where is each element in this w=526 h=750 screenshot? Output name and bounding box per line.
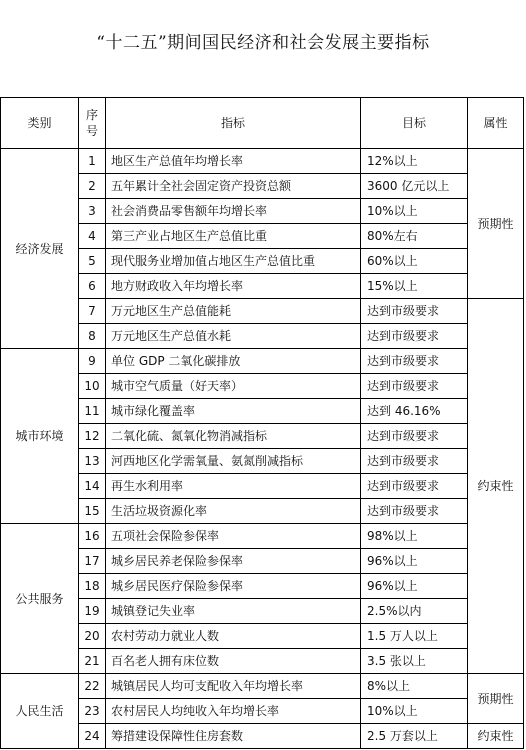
attribute-cell: 预期性	[468, 674, 524, 724]
indicator-cell: 万元地区生产总值能耗	[106, 299, 361, 324]
row-number: 2	[79, 174, 106, 199]
indicator-cell: 筹措建设保障性住房套数	[106, 724, 361, 749]
target-cell: 达到市级要求	[361, 449, 468, 474]
indicator-cell: 城镇登记失业率	[106, 599, 361, 624]
table-row	[1, 324, 524, 349]
category-cell: 城市环境	[1, 349, 79, 524]
row-number: 10	[79, 374, 106, 399]
row-number: 12	[79, 424, 106, 449]
attribute-cell: 约束性	[468, 724, 524, 749]
target-cell: 达到市级要求	[361, 499, 468, 524]
indicator-cell: 单位 GDP 二氧化碳排放	[106, 349, 361, 374]
indicators-table	[0, 97, 524, 749]
target-cell: 3600 亿元以上	[361, 174, 468, 199]
table-row	[1, 399, 524, 424]
target-cell: 8%以上	[361, 674, 468, 699]
target-cell: 15%以上	[361, 274, 468, 299]
indicator-cell: 现代服务业增加值占地区生产总值比重	[106, 249, 361, 274]
indicator-cell: 生活垃圾资源化率	[106, 499, 361, 524]
target-cell: 达到市级要求	[361, 324, 468, 349]
row-number: 16	[79, 524, 106, 549]
indicator-cell: 城乡居民医疗保险参保率	[106, 574, 361, 599]
table-row	[1, 424, 524, 449]
row-number: 3	[79, 199, 106, 224]
page-title: “十二五”期间国民经济和社会发展主要指标	[96, 33, 430, 53]
table-row	[1, 549, 524, 574]
indicator-cell: 农村劳动力就业人数	[106, 624, 361, 649]
target-cell: 达到市级要求	[361, 424, 468, 449]
target-cell: 98%以上	[361, 524, 468, 549]
table-row	[1, 449, 524, 474]
row-number: 5	[79, 249, 106, 274]
indicator-cell: 再生水利用率	[106, 474, 361, 499]
row-number: 20	[79, 624, 106, 649]
row-number: 22	[79, 674, 106, 699]
header-seq-line2: 号	[85, 124, 98, 138]
target-cell: 10%以上	[361, 199, 468, 224]
header-target: 目标	[361, 98, 468, 149]
header-seq	[79, 98, 106, 149]
target-cell: 达到 46.16%	[361, 399, 468, 424]
row-number: 13	[79, 449, 106, 474]
table-row	[1, 624, 524, 649]
attribute-cell: 预期性	[468, 149, 524, 299]
indicator-cell: 社会消费品零售额年均增长率	[106, 199, 361, 224]
row-number: 24	[79, 724, 106, 749]
row-number: 14	[79, 474, 106, 499]
row-number: 17	[79, 549, 106, 574]
category-cell: 经济发展	[1, 149, 79, 349]
target-cell: 达到市级要求	[361, 299, 468, 324]
table-row	[1, 474, 524, 499]
table-row	[1, 199, 524, 224]
table-row	[1, 699, 524, 724]
header-category: 类别	[1, 98, 79, 149]
row-number: 6	[79, 274, 106, 299]
indicator-cell: 五年累计全社会固定资产投资总额	[106, 174, 361, 199]
row-number: 7	[79, 299, 106, 324]
indicator-cell: 城镇居民人均可支配收入年均增长率	[106, 674, 361, 699]
table-row	[1, 649, 524, 674]
category-cell: 公共服务	[1, 524, 79, 674]
table-row	[1, 374, 524, 399]
target-cell: 12%以上	[361, 149, 468, 174]
target-cell: 10%以上	[361, 699, 468, 724]
table-row	[1, 674, 524, 699]
indicator-cell: 二氧化硫、氮氧化物消减指标	[106, 424, 361, 449]
header-indicator: 指标	[106, 98, 361, 149]
attribute-cell: 约束性	[468, 299, 524, 674]
table-row	[1, 499, 524, 524]
target-cell: 1.5 万人以上	[361, 624, 468, 649]
indicator-cell: 城市绿化覆盖率	[106, 399, 361, 424]
target-cell: 2.5 万套以上	[361, 724, 468, 749]
indicator-cell: 城市空气质量（好天率）	[106, 374, 361, 399]
table-row	[1, 299, 524, 324]
indicator-cell: 万元地区生产总值水耗	[106, 324, 361, 349]
row-number: 8	[79, 324, 106, 349]
target-cell: 3.5 张以上	[361, 649, 468, 674]
indicator-cell: 地方财政收入年均增长率	[106, 274, 361, 299]
target-cell: 达到市级要求	[361, 474, 468, 499]
table-row	[1, 599, 524, 624]
row-number: 18	[79, 574, 106, 599]
target-cell: 2.5%以内	[361, 599, 468, 624]
table-row	[1, 149, 524, 174]
row-number: 21	[79, 649, 106, 674]
indicator-cell: 百名老人拥有床位数	[106, 649, 361, 674]
target-cell: 达到市级要求	[361, 349, 468, 374]
table-row	[1, 174, 524, 199]
table-row	[1, 224, 524, 249]
header-attribute: 属性	[468, 98, 524, 149]
category-cell: 人民生活	[1, 674, 79, 749]
table-row	[1, 724, 524, 749]
row-number: 19	[79, 599, 106, 624]
row-number: 15	[79, 499, 106, 524]
table-header-row	[1, 98, 524, 149]
target-cell: 达到市级要求	[361, 374, 468, 399]
table-row	[1, 524, 524, 549]
indicator-cell: 五项社会保险参保率	[106, 524, 361, 549]
target-cell: 96%以上	[361, 574, 468, 599]
row-number: 9	[79, 349, 106, 374]
target-cell: 96%以上	[361, 549, 468, 574]
row-number: 4	[79, 224, 106, 249]
table-row	[1, 274, 524, 299]
indicator-cell: 城乡居民养老保险参保率	[106, 549, 361, 574]
header-seq-line1: 序	[85, 108, 98, 122]
table-row	[1, 249, 524, 274]
indicator-cell: 第三产业占地区生产总值比重	[106, 224, 361, 249]
row-number: 23	[79, 699, 106, 724]
row-number: 1	[79, 149, 106, 174]
row-number: 11	[79, 399, 106, 424]
indicator-cell: 地区生产总值年均增长率	[106, 149, 361, 174]
table-row	[1, 349, 524, 374]
table-row	[1, 574, 524, 599]
indicator-cell: 河西地区化学需氧量、氨氮削减指标	[106, 449, 361, 474]
indicator-cell: 农村居民人均纯收入年均增长率	[106, 699, 361, 724]
target-cell: 80%左右	[361, 224, 468, 249]
target-cell: 60%以上	[361, 249, 468, 274]
